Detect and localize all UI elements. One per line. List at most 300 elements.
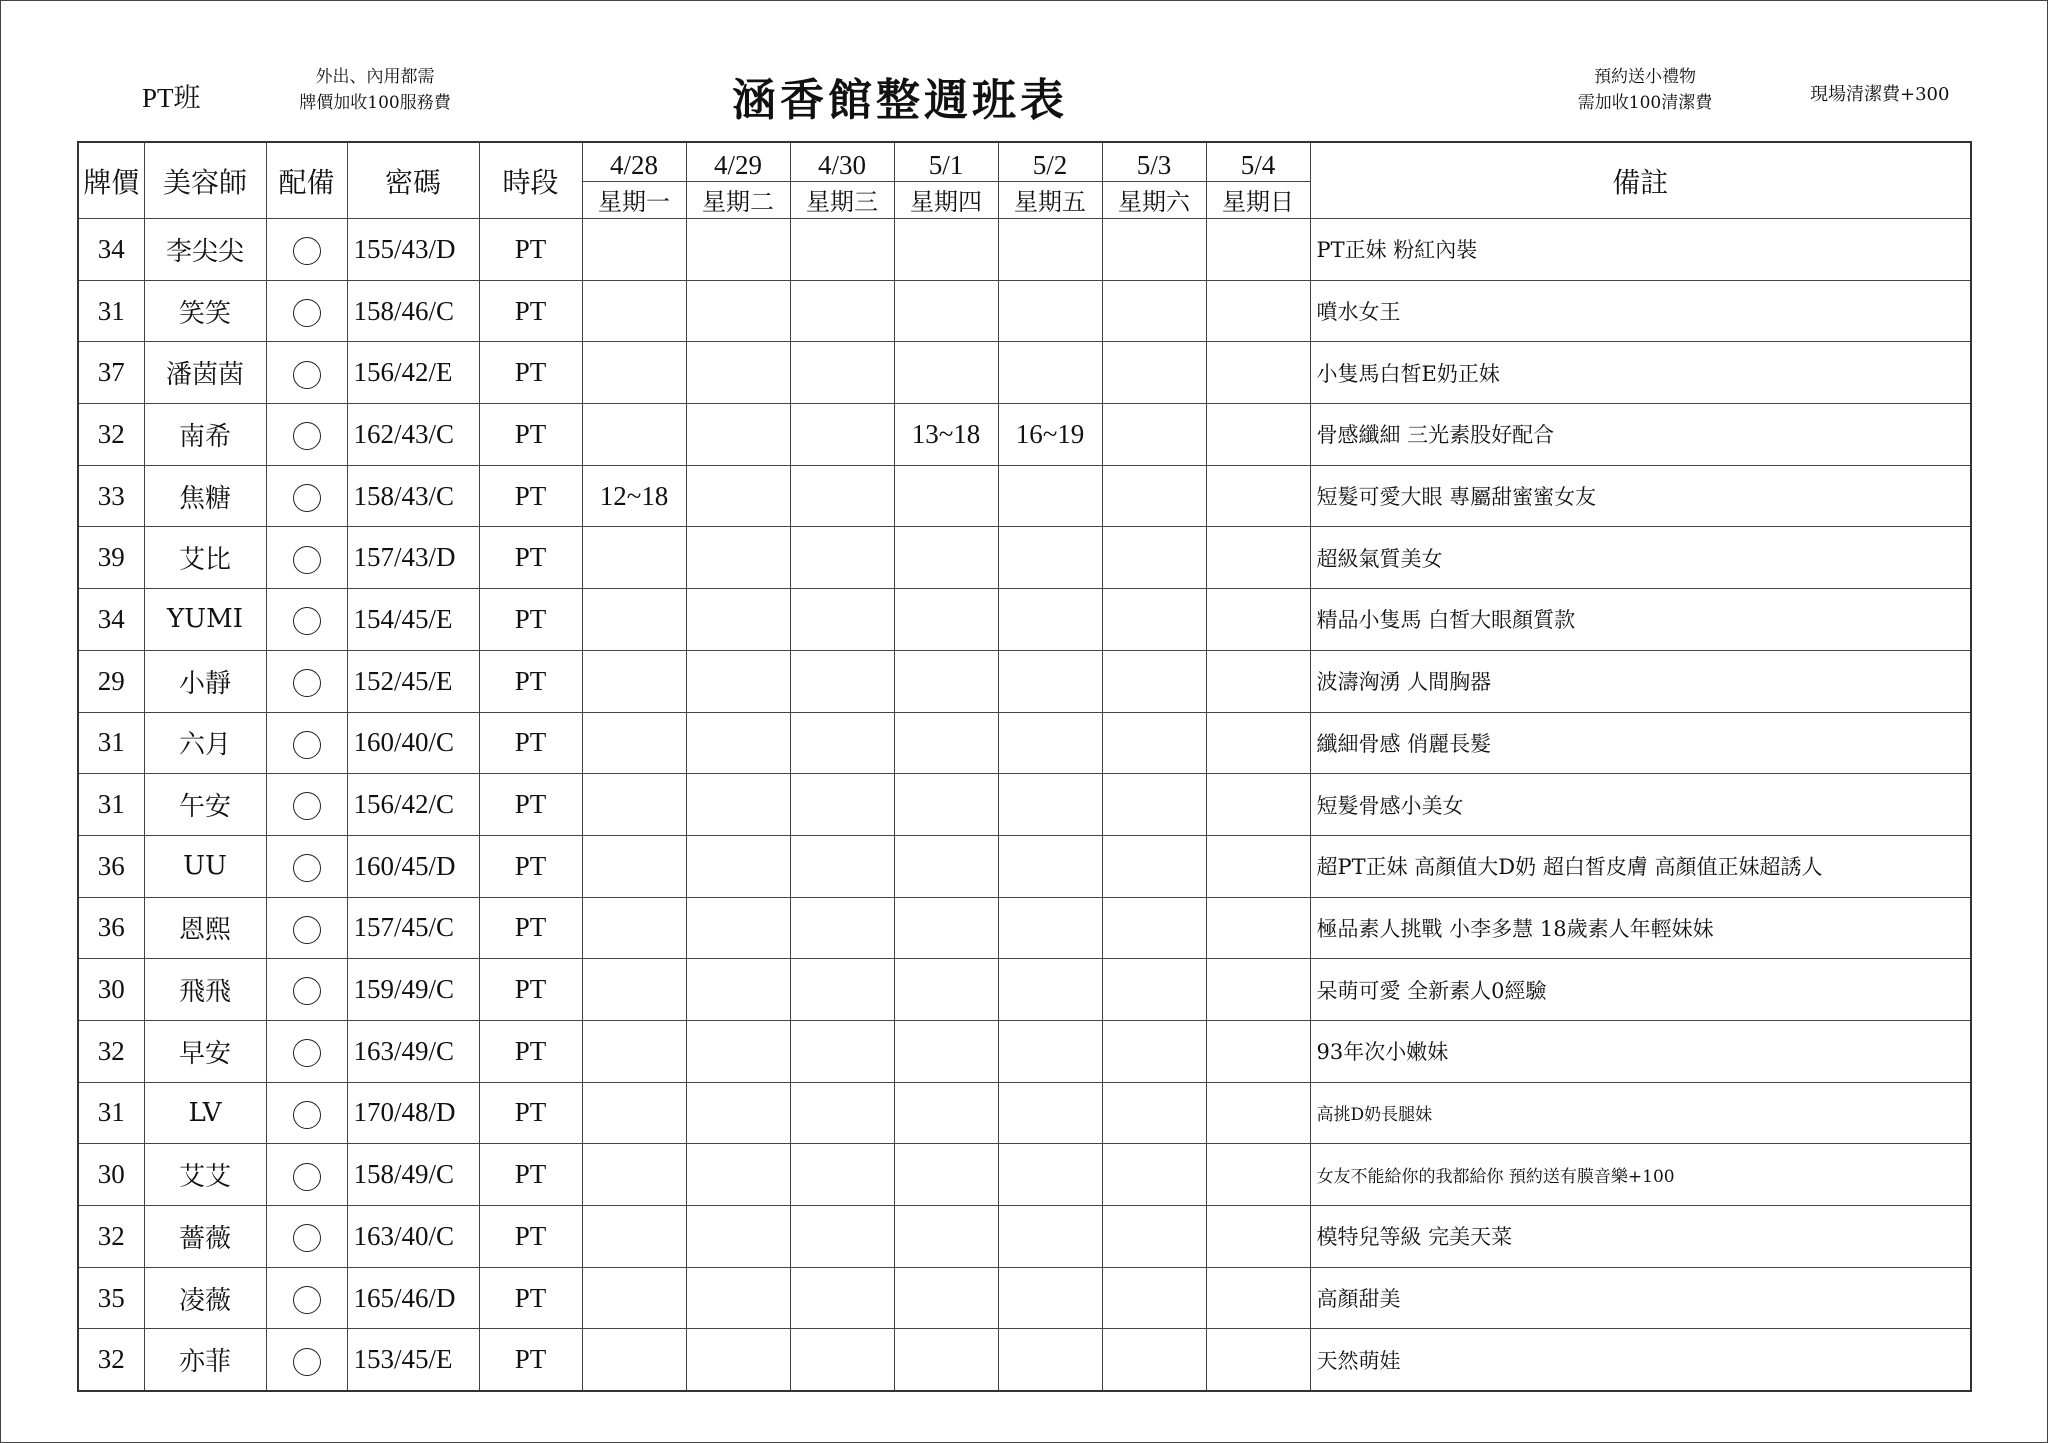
day-cell xyxy=(1102,835,1206,897)
day-cell xyxy=(998,342,1102,404)
day-cell xyxy=(790,1020,894,1082)
circle-icon xyxy=(293,1163,321,1191)
equip-cell xyxy=(266,1082,347,1144)
slot-cell: PT xyxy=(479,774,582,836)
beautician-name: 艾艾 xyxy=(144,1144,266,1206)
day-cell xyxy=(790,650,894,712)
day-cell xyxy=(1102,219,1206,281)
remark-cell: 超級氣質美女 xyxy=(1310,527,1971,589)
price-cell: 29 xyxy=(78,650,144,712)
beautician-name: YUMI xyxy=(144,589,266,651)
day-cell xyxy=(686,897,790,959)
slot-cell: PT xyxy=(479,1329,582,1391)
equip-cell xyxy=(266,650,347,712)
circle-icon xyxy=(293,1101,321,1129)
circle-icon xyxy=(293,546,321,574)
day-cell xyxy=(790,1206,894,1268)
col-header-day: 星期二 xyxy=(686,182,790,219)
day-cell xyxy=(1102,1329,1206,1391)
day-cell xyxy=(894,959,998,1021)
day-cell xyxy=(1102,1206,1206,1268)
slot-cell: PT xyxy=(479,342,582,404)
day-cell xyxy=(790,959,894,1021)
day-cell xyxy=(894,712,998,774)
beautician-name: 飛飛 xyxy=(144,959,266,1021)
service-fee-note-line1: 外出、內用都需 xyxy=(315,67,435,87)
password-cell: 153/45/E xyxy=(347,1329,479,1391)
password-cell: 158/49/C xyxy=(347,1144,479,1206)
table-row xyxy=(78,465,1971,527)
col-header-beautician: 美容師 xyxy=(144,142,266,219)
equip-cell xyxy=(266,712,347,774)
day-cell xyxy=(1206,219,1310,281)
day-cell xyxy=(686,650,790,712)
col-header-date: 4/30 xyxy=(790,142,894,182)
price-cell: 32 xyxy=(78,404,144,466)
header-row-dates xyxy=(78,142,1971,182)
beautician-name: 潘茵茵 xyxy=(144,342,266,404)
table-row xyxy=(78,280,1971,342)
day-cell xyxy=(894,897,998,959)
remark-cell: 波濤洶湧 人間胸器 xyxy=(1310,650,1971,712)
equip-cell xyxy=(266,774,347,836)
table-row xyxy=(78,1020,1971,1082)
table-row xyxy=(78,1329,1971,1391)
day-cell xyxy=(1102,1144,1206,1206)
circle-icon xyxy=(293,1348,321,1376)
equip-cell xyxy=(266,404,347,466)
day-cell xyxy=(1206,1082,1310,1144)
remark-cell: 噴水女王 xyxy=(1310,280,1971,342)
circle-icon xyxy=(293,977,321,1005)
beautician-name: 李尖尖 xyxy=(144,219,266,281)
beautician-name: 笑笑 xyxy=(144,280,266,342)
equip-cell xyxy=(266,835,347,897)
slot-cell: PT xyxy=(479,219,582,281)
price-cell: 32 xyxy=(78,1020,144,1082)
password-cell: 158/43/C xyxy=(347,465,479,527)
remark-cell: 模特兒等級 完美天菜 xyxy=(1310,1206,1971,1268)
day-cell xyxy=(998,1206,1102,1268)
remark-cell: 高挑D奶長腿妹 xyxy=(1310,1082,1971,1144)
day-cell xyxy=(790,774,894,836)
day-cell xyxy=(790,219,894,281)
day-cell xyxy=(686,835,790,897)
equip-cell xyxy=(266,280,347,342)
day-cell xyxy=(998,465,1102,527)
day-cell xyxy=(998,219,1102,281)
day-cell xyxy=(790,589,894,651)
slot-cell: PT xyxy=(479,1020,582,1082)
day-cell xyxy=(998,897,1102,959)
equip-cell xyxy=(266,465,347,527)
circle-icon xyxy=(293,669,321,697)
day-cell xyxy=(686,712,790,774)
day-cell xyxy=(582,1020,686,1082)
day-cell xyxy=(790,835,894,897)
price-cell: 30 xyxy=(78,1144,144,1206)
day-cell: 13~18 xyxy=(894,404,998,466)
day-cell xyxy=(686,959,790,1021)
equip-cell xyxy=(266,527,347,589)
day-cell xyxy=(582,1144,686,1206)
table-row xyxy=(78,527,1971,589)
day-cell xyxy=(686,589,790,651)
col-header-price: 牌價 xyxy=(78,142,144,219)
table-row xyxy=(78,774,1971,836)
col-header-date: 5/4 xyxy=(1206,142,1310,182)
equip-cell xyxy=(266,1329,347,1391)
day-cell xyxy=(1206,527,1310,589)
remark-cell: 超PT正妹 高顏值大D奶 超白皙皮膚 高顏值正妹超誘人 xyxy=(1310,835,1971,897)
day-cell xyxy=(582,280,686,342)
beautician-name: UU xyxy=(144,835,266,897)
password-cell: 154/45/E xyxy=(347,589,479,651)
day-cell xyxy=(894,342,998,404)
price-cell: 31 xyxy=(78,774,144,836)
day-cell xyxy=(790,527,894,589)
day-cell xyxy=(998,835,1102,897)
page-title: 涵香館整週班表 xyxy=(732,75,1068,126)
password-cell: 157/43/D xyxy=(347,527,479,589)
day-cell xyxy=(1102,1082,1206,1144)
col-header-day: 星期日 xyxy=(1206,182,1310,219)
table-row xyxy=(78,404,1971,466)
day-cell xyxy=(1102,650,1206,712)
day-cell xyxy=(894,835,998,897)
col-header-day: 星期四 xyxy=(894,182,998,219)
remark-cell: 93年次小嫩妹 xyxy=(1310,1020,1971,1082)
remark-cell: 極品素人挑戰 小李多慧 18歲素人年輕妹妹 xyxy=(1310,897,1971,959)
day-cell xyxy=(790,712,894,774)
circle-icon xyxy=(293,792,321,820)
price-cell: 39 xyxy=(78,527,144,589)
beautician-name: 六月 xyxy=(144,712,266,774)
circle-icon xyxy=(293,854,321,882)
day-cell xyxy=(894,1206,998,1268)
day-cell xyxy=(582,1329,686,1391)
day-cell xyxy=(894,1144,998,1206)
day-cell xyxy=(1206,1206,1310,1268)
day-cell: 12~18 xyxy=(582,465,686,527)
service-fee-note xyxy=(285,64,465,116)
day-cell xyxy=(686,1267,790,1329)
price-cell: 36 xyxy=(78,897,144,959)
password-cell: 157/45/C xyxy=(347,897,479,959)
day-cell xyxy=(790,897,894,959)
beautician-name: 凌薇 xyxy=(144,1267,266,1329)
day-cell xyxy=(998,589,1102,651)
price-cell: 37 xyxy=(78,342,144,404)
day-cell xyxy=(686,280,790,342)
remark-cell: 女友不能給你的我都給你 預約送有膜音樂+100 xyxy=(1310,1144,1971,1206)
slot-cell: PT xyxy=(479,1206,582,1268)
password-cell: 152/45/E xyxy=(347,650,479,712)
col-header-remarks: 備註 xyxy=(1310,142,1971,219)
beautician-name: 艾比 xyxy=(144,527,266,589)
beautician-name: 薔薇 xyxy=(144,1206,266,1268)
circle-icon xyxy=(293,361,321,389)
beautician-name: LV xyxy=(144,1082,266,1144)
day-cell xyxy=(1206,650,1310,712)
day-cell xyxy=(1102,897,1206,959)
price-cell: 32 xyxy=(78,1206,144,1268)
password-cell: 160/40/C xyxy=(347,712,479,774)
circle-icon xyxy=(293,1039,321,1067)
equip-cell xyxy=(266,342,347,404)
equip-cell xyxy=(266,1206,347,1268)
day-cell xyxy=(1102,465,1206,527)
day-cell xyxy=(1206,1329,1310,1391)
table-row xyxy=(78,1144,1971,1206)
beautician-name: 午安 xyxy=(144,774,266,836)
day-cell xyxy=(686,219,790,281)
day-cell xyxy=(894,650,998,712)
beautician-name: 南希 xyxy=(144,404,266,466)
day-cell xyxy=(582,897,686,959)
gift-note xyxy=(1540,64,1750,116)
shift-tag: PT班 xyxy=(142,83,201,113)
day-cell xyxy=(582,1267,686,1329)
equip-cell xyxy=(266,1020,347,1082)
day-cell xyxy=(894,527,998,589)
equip-cell xyxy=(266,897,347,959)
remark-cell: 纖細骨感 俏麗長髮 xyxy=(1310,712,1971,774)
remark-cell: 小隻馬白皙E奶正妹 xyxy=(1310,342,1971,404)
day-cell xyxy=(1102,404,1206,466)
circle-icon xyxy=(293,1286,321,1314)
slot-cell: PT xyxy=(479,280,582,342)
slot-cell: PT xyxy=(479,404,582,466)
day-cell xyxy=(686,774,790,836)
price-cell: 34 xyxy=(78,589,144,651)
table-row xyxy=(78,589,1971,651)
password-cell: 155/43/D xyxy=(347,219,479,281)
day-cell xyxy=(894,280,998,342)
day-cell xyxy=(686,527,790,589)
slot-cell: PT xyxy=(479,712,582,774)
day-cell xyxy=(1102,712,1206,774)
remark-cell: 呆萌可愛 全新素人0經驗 xyxy=(1310,959,1971,1021)
day-cell xyxy=(582,1082,686,1144)
col-header-date: 4/28 xyxy=(582,142,686,182)
day-cell xyxy=(1102,959,1206,1021)
slot-cell: PT xyxy=(479,897,582,959)
table-row xyxy=(78,835,1971,897)
day-cell xyxy=(582,712,686,774)
day-cell xyxy=(582,959,686,1021)
col-header-date: 4/29 xyxy=(686,142,790,182)
price-cell: 31 xyxy=(78,1082,144,1144)
remark-cell: 短髮可愛大眼 專屬甜蜜蜜女友 xyxy=(1310,465,1971,527)
day-cell xyxy=(686,1020,790,1082)
day-cell xyxy=(686,465,790,527)
day-cell xyxy=(1102,527,1206,589)
circle-icon xyxy=(293,607,321,635)
password-cell: 170/48/D xyxy=(347,1082,479,1144)
remark-cell: 精品小隻馬 白皙大眼顏質款 xyxy=(1310,589,1971,651)
password-cell: 162/43/C xyxy=(347,404,479,466)
beautician-name: 亦菲 xyxy=(144,1329,266,1391)
slot-cell: PT xyxy=(479,1082,582,1144)
day-cell xyxy=(894,1329,998,1391)
day-cell xyxy=(790,1144,894,1206)
equip-cell xyxy=(266,589,347,651)
password-cell: 160/45/D xyxy=(347,835,479,897)
day-cell xyxy=(1102,589,1206,651)
price-cell: 31 xyxy=(78,280,144,342)
day-cell xyxy=(686,404,790,466)
table-row xyxy=(78,1206,1971,1268)
day-cell xyxy=(1206,589,1310,651)
day-cell xyxy=(790,465,894,527)
remark-cell: 高顏甜美 xyxy=(1310,1267,1971,1329)
circle-icon xyxy=(293,422,321,450)
day-cell xyxy=(582,835,686,897)
day-cell xyxy=(1102,1267,1206,1329)
price-cell: 34 xyxy=(78,219,144,281)
day-cell xyxy=(790,280,894,342)
col-header-date: 5/3 xyxy=(1102,142,1206,182)
day-cell xyxy=(1206,959,1310,1021)
remark-cell: 天然萌娃 xyxy=(1310,1329,1971,1391)
day-cell xyxy=(582,527,686,589)
day-cell xyxy=(582,404,686,466)
day-cell xyxy=(894,589,998,651)
day-cell xyxy=(686,342,790,404)
day-cell xyxy=(790,1267,894,1329)
day-cell: 16~19 xyxy=(998,404,1102,466)
slot-cell: PT xyxy=(479,650,582,712)
day-cell xyxy=(1206,1267,1310,1329)
day-cell xyxy=(894,465,998,527)
circle-icon xyxy=(293,731,321,759)
beautician-name: 焦糖 xyxy=(144,465,266,527)
day-cell xyxy=(686,1082,790,1144)
password-cell: 156/42/E xyxy=(347,342,479,404)
price-cell: 36 xyxy=(78,835,144,897)
remark-cell: 骨感纖細 三光素股好配合 xyxy=(1310,404,1971,466)
circle-icon xyxy=(293,237,321,265)
day-cell xyxy=(998,527,1102,589)
day-cell xyxy=(998,650,1102,712)
day-cell xyxy=(582,1206,686,1268)
beautician-name: 小靜 xyxy=(144,650,266,712)
password-cell: 163/40/C xyxy=(347,1206,479,1268)
day-cell xyxy=(1206,404,1310,466)
gift-note-line2: 需加收100清潔費 xyxy=(1577,93,1713,113)
day-cell xyxy=(1206,774,1310,836)
day-cell xyxy=(1206,280,1310,342)
col-header-day: 星期一 xyxy=(582,182,686,219)
col-header-date: 5/2 xyxy=(998,142,1102,182)
col-header-day: 星期三 xyxy=(790,182,894,219)
day-cell xyxy=(686,1144,790,1206)
day-cell xyxy=(894,1267,998,1329)
col-header-day: 星期五 xyxy=(998,182,1102,219)
day-cell xyxy=(790,1329,894,1391)
day-cell xyxy=(790,1082,894,1144)
beautician-name: 早安 xyxy=(144,1020,266,1082)
equip-cell xyxy=(266,219,347,281)
day-cell xyxy=(998,1267,1102,1329)
equip-cell xyxy=(266,1144,347,1206)
equip-cell xyxy=(266,959,347,1021)
password-cell: 158/46/C xyxy=(347,280,479,342)
day-cell xyxy=(894,774,998,836)
day-cell xyxy=(1206,712,1310,774)
password-cell: 159/49/C xyxy=(347,959,479,1021)
password-cell: 165/46/D xyxy=(347,1267,479,1329)
slot-cell: PT xyxy=(479,1144,582,1206)
schedule-body xyxy=(78,219,1971,1392)
day-cell xyxy=(790,342,894,404)
password-cell: 163/49/C xyxy=(347,1020,479,1082)
day-cell xyxy=(1102,342,1206,404)
col-header-password: 密碼 xyxy=(347,142,479,219)
day-cell xyxy=(582,650,686,712)
table-row xyxy=(78,1082,1971,1144)
day-cell xyxy=(582,589,686,651)
price-cell: 33 xyxy=(78,465,144,527)
day-cell xyxy=(1206,342,1310,404)
col-header-date: 5/1 xyxy=(894,142,998,182)
day-cell xyxy=(998,1144,1102,1206)
slot-cell: PT xyxy=(479,959,582,1021)
day-cell xyxy=(1206,1144,1310,1206)
table-row xyxy=(78,959,1971,1021)
day-cell xyxy=(1206,465,1310,527)
slot-cell: PT xyxy=(479,835,582,897)
price-cell: 30 xyxy=(78,959,144,1021)
day-cell xyxy=(582,774,686,836)
day-cell xyxy=(998,712,1102,774)
day-cell xyxy=(998,774,1102,836)
table-row xyxy=(78,342,1971,404)
table-row xyxy=(78,897,1971,959)
col-header-equip: 配備 xyxy=(266,142,347,219)
price-cell: 35 xyxy=(78,1267,144,1329)
day-cell xyxy=(894,1082,998,1144)
gift-note-line1: 預約送小禮物 xyxy=(1594,67,1696,87)
table-row xyxy=(78,219,1971,281)
slot-cell: PT xyxy=(479,527,582,589)
day-cell xyxy=(1102,1020,1206,1082)
col-header-day: 星期六 xyxy=(1102,182,1206,219)
day-cell xyxy=(894,1020,998,1082)
equip-cell xyxy=(266,1267,347,1329)
day-cell xyxy=(582,342,686,404)
circle-icon xyxy=(293,484,321,512)
day-cell xyxy=(894,219,998,281)
price-cell: 32 xyxy=(78,1329,144,1391)
day-cell xyxy=(1206,835,1310,897)
day-cell xyxy=(998,1329,1102,1391)
schedule-table xyxy=(77,141,1972,1392)
circle-icon xyxy=(293,916,321,944)
cleaning-fee-note: 現場清潔費+300 xyxy=(1810,84,1950,105)
day-cell xyxy=(790,404,894,466)
service-fee-note-line2: 牌價加收100服務費 xyxy=(299,93,451,113)
table-row xyxy=(78,650,1971,712)
beautician-name: 恩熙 xyxy=(144,897,266,959)
slot-cell: PT xyxy=(479,589,582,651)
day-cell xyxy=(582,219,686,281)
day-cell xyxy=(1206,897,1310,959)
col-header-slot: 時段 xyxy=(479,142,582,219)
table-row xyxy=(78,1267,1971,1329)
remark-cell: 短髮骨感小美女 xyxy=(1310,774,1971,836)
